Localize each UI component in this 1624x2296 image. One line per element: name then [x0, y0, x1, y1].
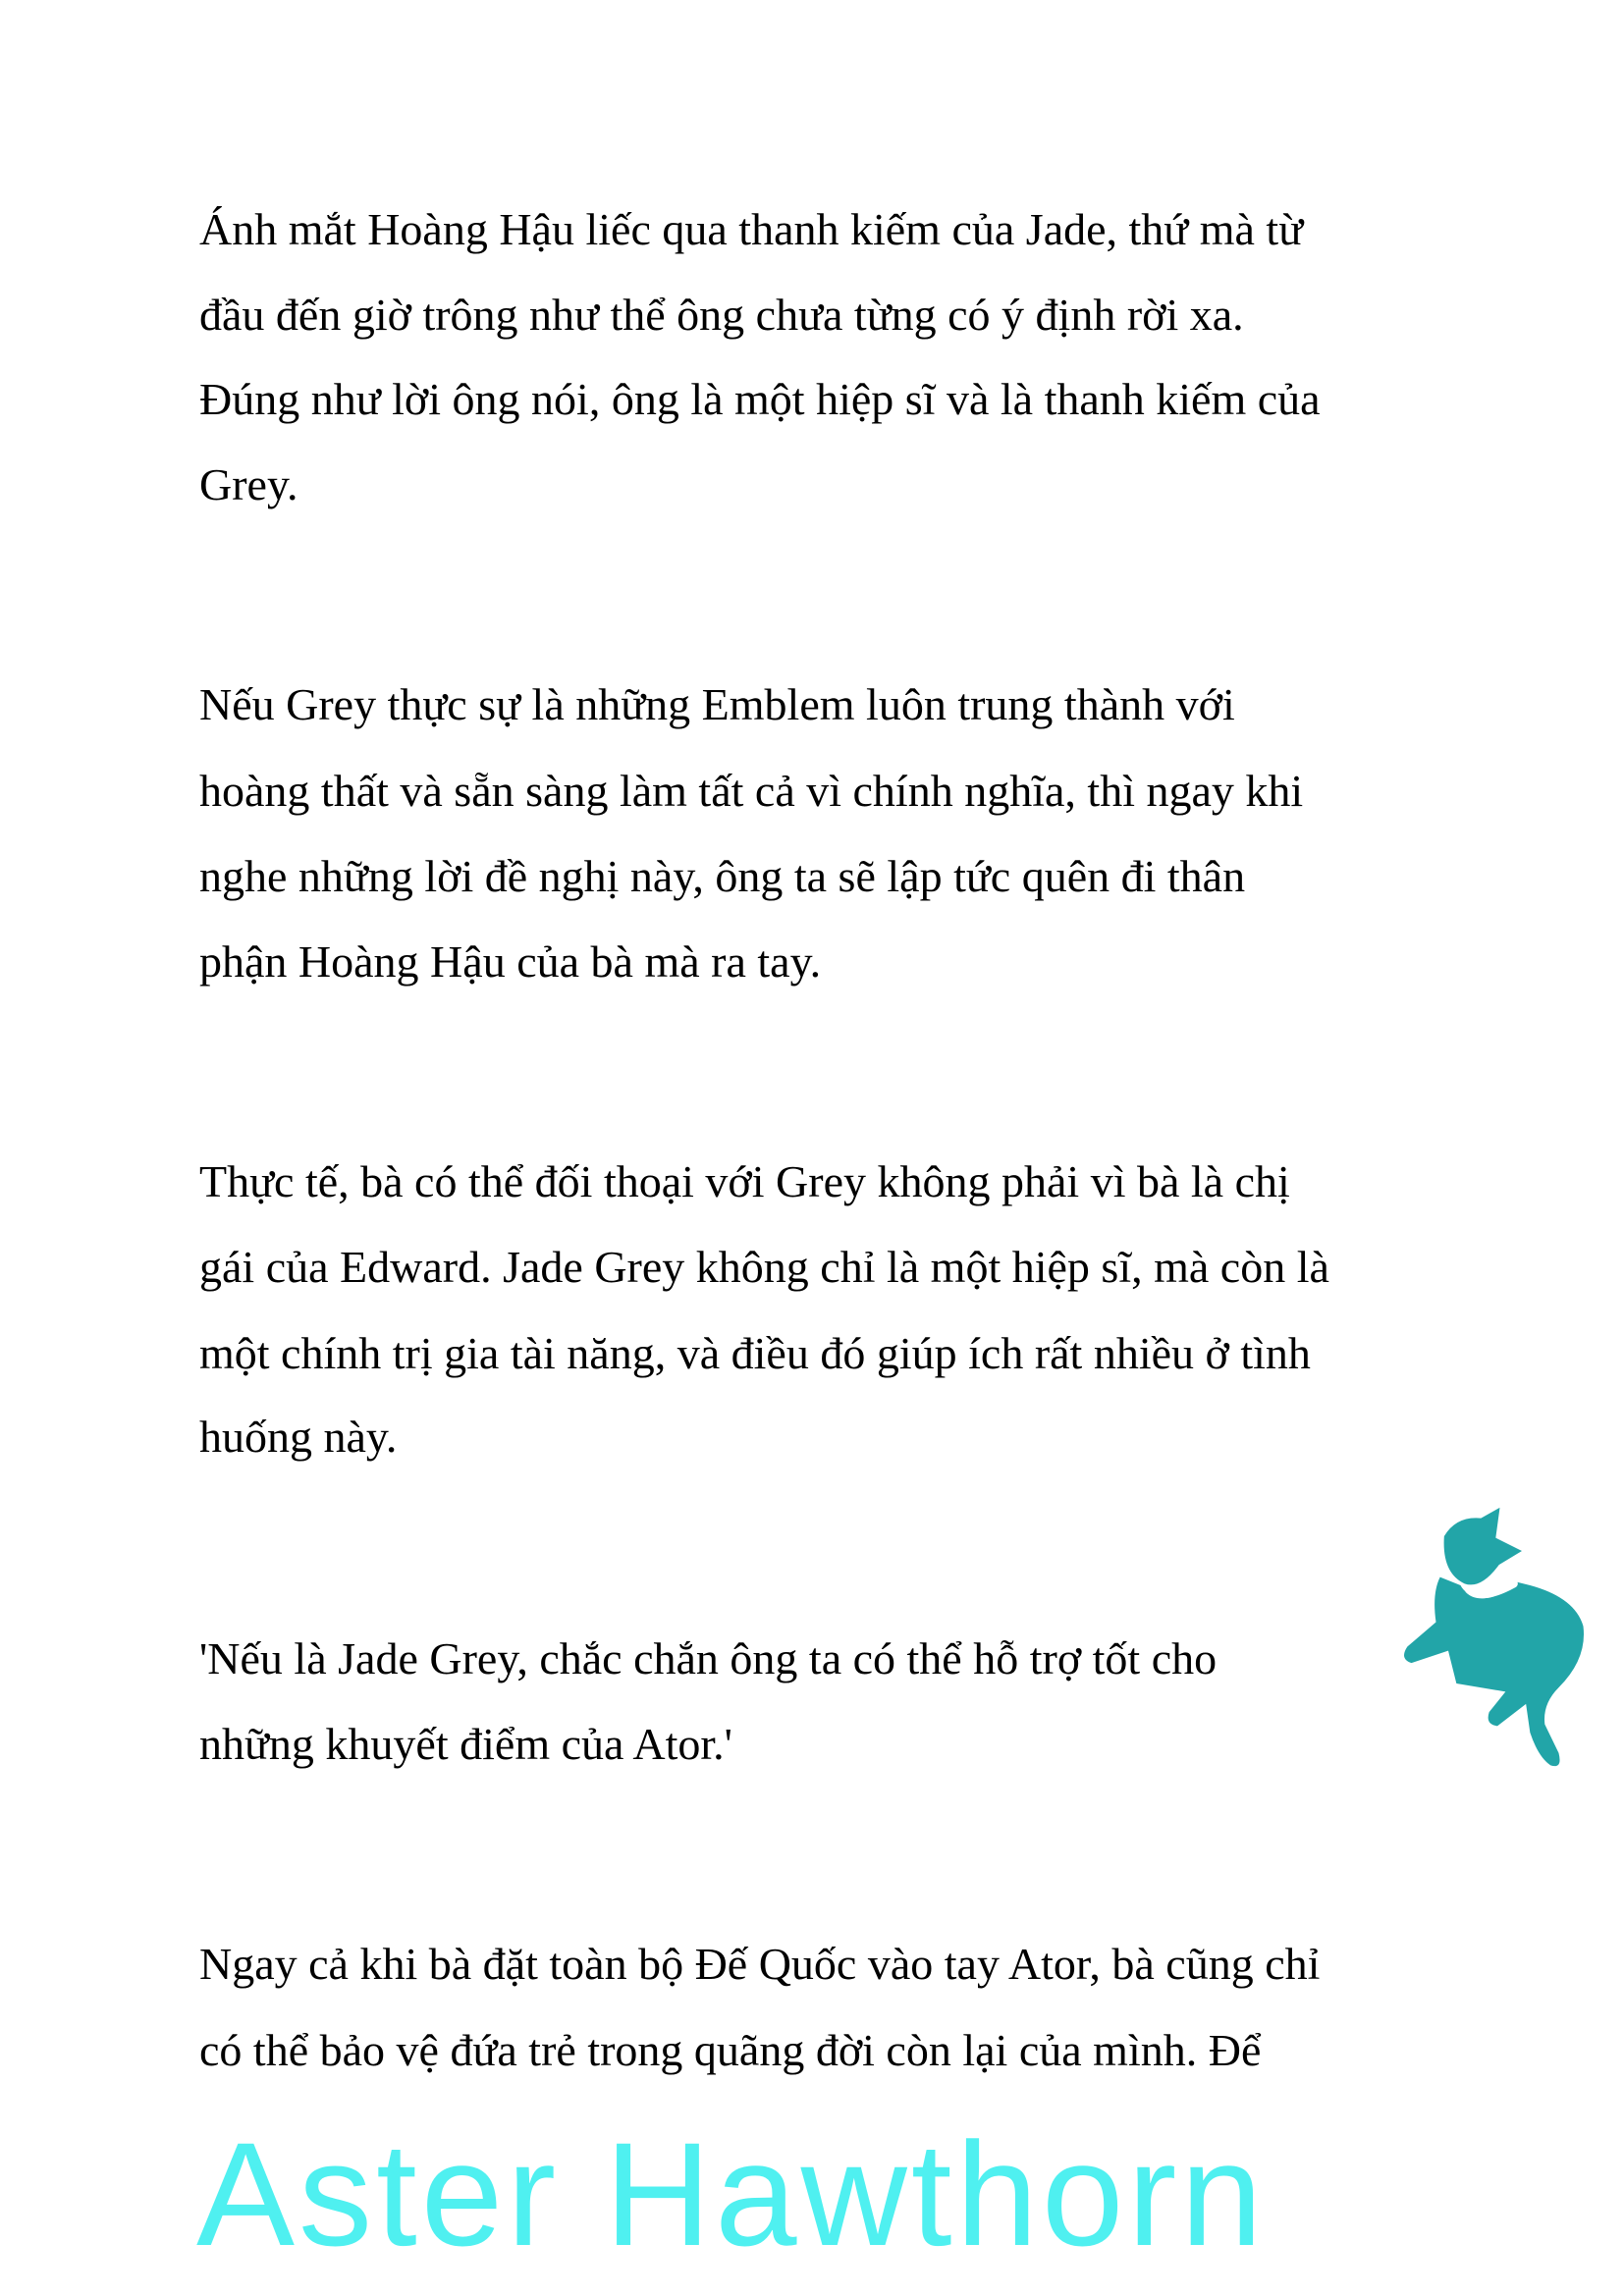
text-line: Grey.	[199, 459, 298, 509]
text-line: hoàng thất và sẵn sàng làm tất cả vì chính nghĩa, thì ngay khi	[199, 766, 1304, 816]
cat-silhouette-icon	[1399, 1487, 1596, 1782]
text-line: Ngay cả khi bà đặt toàn bộ Đế Quốc vào tay Ator, bà cũng chỉ	[199, 1939, 1321, 1989]
text-line: nghe những lời đề nghị này, ông ta sẽ lập tức quên đi thân	[199, 851, 1246, 901]
text-line: Nếu Grey thực sự là những Emblem luôn trung thành với	[199, 679, 1235, 729]
text-line: Ánh mắt Hoàng Hậu liếc qua thanh kiếm của Jade, thứ mà từ	[199, 204, 1304, 254]
watermark: Aster Hawthorn	[196, 2111, 1267, 2276]
text-line: Thực tế, bà có thể đối thoại với Grey không phải vì bà là chị	[199, 1156, 1290, 1206]
text-line: huống này.	[199, 1412, 398, 1462]
text-line: những khuyết điểm của Ator.'	[199, 1719, 732, 1769]
text-line: Đúng như lời ông nói, ông là một hiệp sĩ và là thanh kiếm của	[199, 374, 1321, 424]
text-line: 'Nếu là Jade Grey, chắc chắn ông ta có thể hỗ trợ tốt cho	[199, 1633, 1218, 1683]
text-line: phận Hoàng Hậu của bà mà ra tay.	[199, 936, 822, 987]
text-line: đầu đến giờ trông như thể ông chưa từng có ý định rời xa.	[199, 290, 1244, 340]
text-line: có thể bảo vệ đứa trẻ trong quãng đời còn lại của mình. Để	[199, 2025, 1262, 2075]
text-line: một chính trị gia tài năng, và điều đó giúp ích rất nhiều ở tình	[199, 1328, 1311, 1378]
text-line: gái của Edward. Jade Grey không chỉ là một hiệp sĩ, mà còn là	[199, 1242, 1329, 1292]
